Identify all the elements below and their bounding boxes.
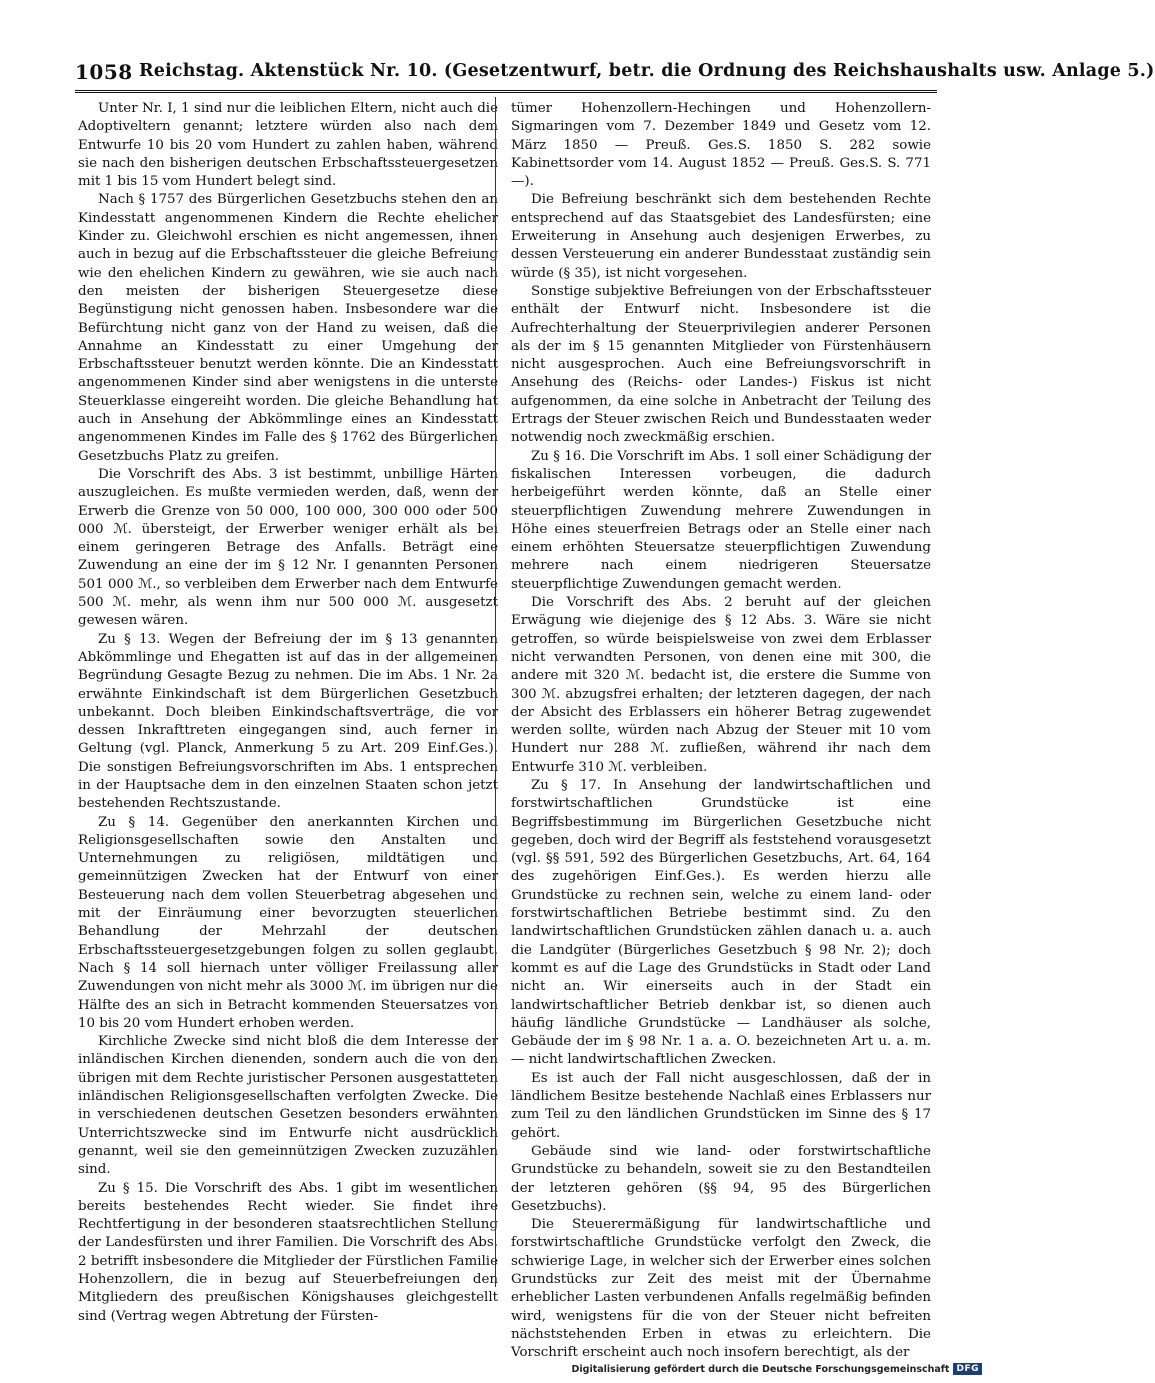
page-header [75, 60, 1155, 90]
column-divider [495, 97, 496, 1287]
paragraph: Zu § 15. Die Vorschrift des Abs. 1 gibt im wesentlichen bereits bestehendes Recht wieder. Sie findet ihre Rechtfertigung in der besonderen staatsrechtlichen Stellung der Landesfürsten und ihrer Familien. Die Vorschrift des Abs. 2 betrifft insbesondere die Mitglieder der Fürstlichen Familie Hohenzollern, die in bezug auf Steuerbefreiungen den Mitgliedern des preußischen Königshauses gleichgestellt sind (Vertrag wegen Abtretung der Fürsten- [78, 1180, 498, 1324]
paragraph: Die Vorschrift des Abs. 3 ist bestimmt, unbillige Härten auszugleichen. Es mußte vermieden werden, daß, wenn der Erwerb die Grenze von 50 000, 100 000, 300 000 oder 500 000 ℳ. übersteigt, der Erwerber weniger erhält als bei einem geringeren Betrage des Anfalls. Beträgt eine Zuwendung an eine der im § 12 Nr. I genannten Personen 501 000 ℳ., so verbleiben dem Erwerber nach dem Entwurfe 500 ℳ. mehr, als wenn ihm nur 500 000 ℳ. ausgesetzt gewesen wären. [78, 466, 498, 629]
paragraph: tümer Hohenzollern-Hechingen und Hohenzollern-Sigmaringen vom 7. Dezember 1849 und Gesetz vom 12. März 1850 — Preuß. Ges.S. 1850 S. 282 sowie Kabinettsorder vom 14. August 1852 — Preuß. Ges.S. S. 771 —). [511, 101, 931, 190]
paragraph: Nach § 1757 des Bürgerlichen Gesetzbuchs stehen den an Kindesstatt angenommenen Kindern die Rechte ehelicher Kinder zu. Gleichwohl erschien es nicht angemessen, ihnen auch in bezug auf die Erbschaftssteuer die gleiche Befreiung wie den ehelichen Kindern zu gewähren, wie sie auch nach den meisten der bisherigen Steuergesetze diese Begünstigung nicht genossen haben. Insbesondere war die Befürchtung nicht ganz von der Hand zu weisen, daß die Annahme an Kindesstatt zu einer Umgehung der Erbschaftssteuer benutzt werden könnte. Die an Kindesstatt angenommenen Kinder sind aber wenigstens in die unterste Steuerklasse eingereiht worden. Die gleiche Behandlung hat auch in Ansehung der Abkömmlinge eines an Kindesstatt angenommenen Kindes im Falle des § 1762 des Bürgerlichen Gesetzbuchs Platz zu greifen. [78, 192, 498, 464]
footer-credit [572, 1361, 983, 1377]
paragraph: Gebäude sind wie land- oder forstwirtschaftliche Grundstücke zu behandeln, soweit sie zu den Bestandteilen der letzteren gehören (§§ 94, 95 des Bürgerlichen Gesetzbuchs). [511, 1143, 931, 1214]
paragraph: Sonstige subjektive Befreiungen von der Erbschaftssteuer enthält der Entwurf nicht. Insbesondere ist die Aufrechterhaltung der Steuerprivilegien anderer Personen als der im § 15 genannten Mitglieder von Fürstenhäusern nicht ausgesprochen. Auch eine Befreiungsvorschrift in Ansehung des (Reichs- oder Landes-) Fiskus ist nicht aufgenommen, da eine solche in Anbetracht der Teilung des Ertrags der Steuer zwischen Reich und Bundesstaaten weder notwendig noch zweckmäßig erschien. [511, 283, 931, 446]
paragraph: Es ist auch der Fall nicht ausgeschlossen, daß der in ländlichem Besitze bestehende Nachlaß eines Erblassers nur zum Teil zu den ländlichen Grundstücken im Sinne des § 17 gehört. [511, 1070, 931, 1141]
header-rule [75, 90, 937, 93]
paragraph: Zu § 17. In Ansehung der landwirtschaftlichen und forstwirtschaftlichen Grundstücke ist eine Begriffsbestimmung im Bürgerlichen Gesetzbuche nicht gegeben, doch wird der Begriff als feststehend vorausgesetzt (vgl. §§ 591, 592 des Bürgerlichen Gesetzbuchs, Art. 64, 164 des zugehörigen Einf.Ges.). Es werden hierzu alle Grundstücke zu rechnen sein, welche zu einem land- oder forstwirtschaftlichen Betriebe bestimmt sind. Zu den landwirtschaftlichen Grundstücken zählen danach u. a. auch die Landgüter (Bürgerliches Gesetzbuch § 98 Nr. 2); doch kommt es auf die Lage des Grundstücks in Stadt oder Land nicht an. Wir einerseits auch in der Stadt ein landwirtschaftlicher Betrieb denkbar ist, so dienen auch häufig ländliche Grundstücke — Landhäuser als solche, Gebäude der im § 98 Nr. 1 a. a. O. bezeichneten Art u. a. m. — nicht landwirtschaftlichen Zwecken. [511, 777, 931, 1068]
dfg-logo: DFG [953, 1363, 982, 1375]
paragraph: Unter Nr. I, 1 sind nur die leiblichen Eltern, nicht auch die Adoptiveltern genannt; letztere würden also nach dem Entwurfe 10 bis 20 vom Hundert zu zahlen haben, während sie nach den bisherigen deutschen Erbschaftssteuergesetzen mit 1 bis 15 vom Hundert belegt sind. [78, 101, 498, 190]
page-number: 1058 [75, 60, 133, 84]
footer-text: Digitalisierung gefördert durch die Deutsche Forschungsgemeinschaft [571, 1363, 950, 1375]
paragraph: Die Steuerermäßigung für landwirtschaftliche und forstwirtschaftliche Grundstücke verfolgt den Zweck, die schwierige Lage, in welcher sich der Erwerber eines solchen Grundstücks zur Zeit des meist mit der Übernahme erheblicher Lasten verbundenen Anfalls regelmäßig befinden wird, wenigstens für die von der Steuer nicht befreiten nächststehenden Erben in etwas zu erleichtern. Die Vorschrift erscheint auch noch insofern berechtigt, als der [511, 1217, 931, 1361]
paragraph: Zu § 13. Wegen der Befreiung der im § 13 genannten Abkömmlinge und Ehegatten ist auf das in der allgemeinen Begründung Gesagte Bezug zu nehmen. Die im Abs. 1 Nr. 2a erwähnte Einkindschaft ist dem Bürgerlichen Gesetzbuch unbekannt. Doch bleiben Einkindschaftsverträge, die vor dessen Inkrafttreten eingegangen sind, auch ferner in Geltung (vgl. Planck, Anmerkung 5 zu Art. 209 Einf.Ges.). Die sonstigen Befreiungsvorschriften im Abs. 1 entsprechen in der Hauptsache dem in den einzelnen Staaten schon jetzt bestehenden Rechtszustande. [78, 631, 498, 812]
paragraph: Zu § 16. Die Vorschrift im Abs. 1 soll einer Schädigung der fiskalischen Interessen vorbeugen, die dadurch herbeigeführt werden könnte, daß an Stelle einer steuerpflichtigen Zuwendung mehrere Zuwendungen in Höhe eines steuerfreien Betrags oder an Stelle einer nach einem erhöhten Steuersatze steuerpflichtigen Zuwendung mehrere nach einem niedrigeren Steuersatze steuerpflichtige Zuwendungen gemacht werden. [511, 448, 931, 592]
paragraph: Kirchliche Zwecke sind nicht bloß die dem Interesse der inländischen Kirchen dienenden, sondern auch die von den übrigen mit dem Rechte juristischer Personen ausgestatteten inländischen Religionsgesellschaften verfolgten Zwecke. Die in verschiedenen deutschen Gesetzen besonders erwähnten Unterrichtszwecke sind im Entwurfe nicht ausdrücklich genannt, weil sie den gemeinnützigen Zwecken zuzuzählen sind. [78, 1034, 498, 1178]
paragraph: Zu § 14. Gegenüber den anerkannten Kirchen und Religionsgesellschaften sowie den Anstalten und Unternehmungen zu religiösen, mildtätigen und gemeinnützigen Zwecken hat der Entwurf von einer Besteuerung nach dem vollen Steuerbetrag abgesehen und mit der Einräumung einer bevorzugten steuerlichen Behandlung der Mehrzahl der deutschen Erbschaftssteuergesetzgebungen folgen zu sollen geglaubt. Nach § 14 soll hiernach unter völliger Freilassung aller Zuwendungen von nicht mehr als 3000 ℳ. im übrigen nur die Hälfte des an sich in Betracht kommenden Steuersatzes von 10 bis 20 vom Hundert erhoben werden. [78, 814, 498, 1031]
paragraph: Die Vorschrift des Abs. 2 beruht auf der gleichen Erwägung wie diejenige des § 12 Abs. 3. Wäre sie nicht getroffen, so würde beispielsweise von zwei dem Erblasser nicht verwandten Personen, von denen eine mit 300, die andere mit 320 ℳ. bedacht ist, die erstere die Summe von 300 ℳ. abzugsfrei erhalten; der letzteren dagegen, der nach der Absicht des Erblassers ein höherer Betrag zugewendet werden sollte, würden nach Abzug der Steuer mit 10 vom Hundert nur 288 ℳ. zufließen, während ihr nach dem Entwurfe 310 ℳ. verbleiben. [511, 595, 931, 775]
right-column [511, 100, 931, 1362]
paragraph: Die Befreiung beschränkt sich dem bestehenden Rechte entsprechend auf das Staatsgebiet des Landesfürsten; eine Erweiterung in Ansehung auch desjenigen Erwerbes, zu dessen Versteuerung ein anderer Bundesstaat zuständig sein würde (§ 35), ist nicht vorgesehen. [511, 192, 931, 281]
running-title: Reichstag. Aktenstück Nr. 10. (Gesetzentwurf, betr. die Ordnung des Reichshaushalts usw. Anlage 5.) [139, 61, 1155, 81]
left-column [78, 100, 498, 1326]
